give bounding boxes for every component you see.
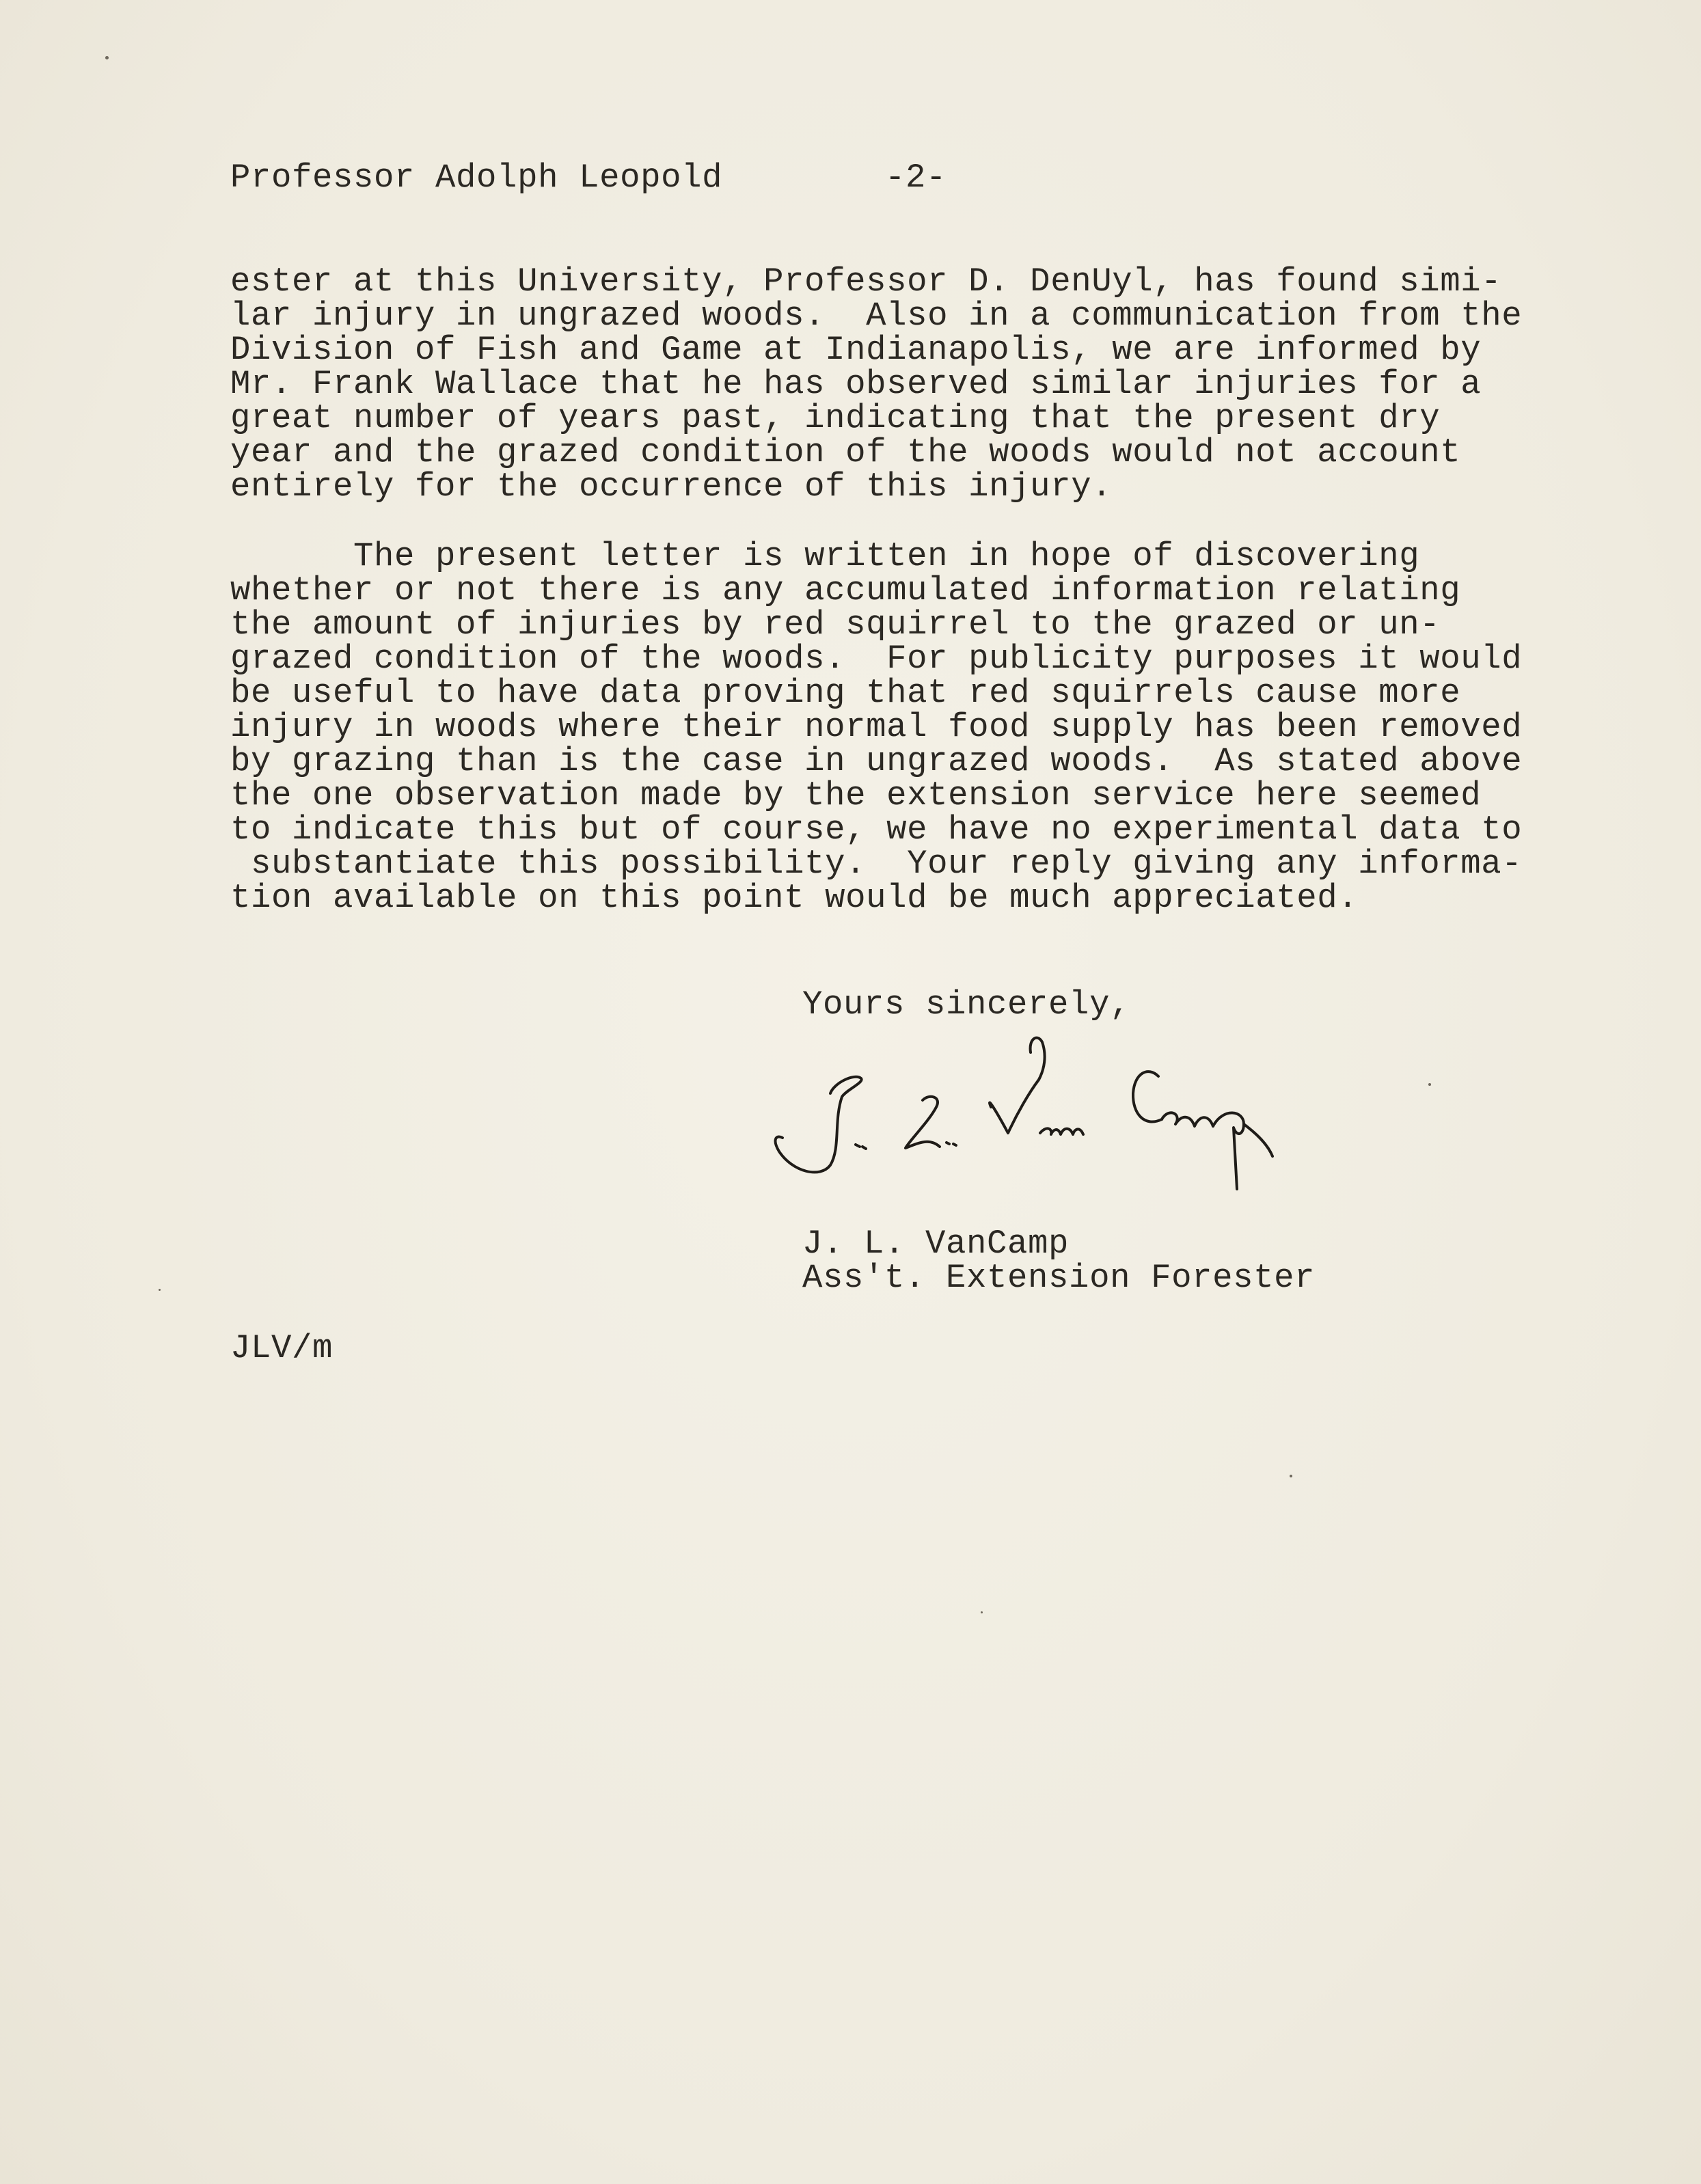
text-line: The present letter is written in hope of discovering — [230, 537, 1420, 575]
paper-speck — [981, 1611, 983, 1613]
text-line: tion available on this point would be much appreciated. — [230, 879, 1359, 917]
text-line: by grazing than is the case in ungrazed woods. As stated above — [230, 742, 1523, 780]
paper-speck — [159, 1289, 161, 1291]
text-line: great number of years past, indicating that the present dry — [230, 399, 1441, 437]
text-line: grazed condition of the woods. For publicity purposes it would — [230, 640, 1523, 678]
text-line: Division of Fish and Game at Indianapolis, we are informed by — [230, 331, 1482, 369]
handwritten-signature — [765, 998, 1312, 1203]
signer-name: J. L. VanCamp — [802, 1225, 1070, 1263]
text-line: ester at this University, Professor D. DenUyl, has found simi- — [230, 262, 1502, 301]
text-line: substantiate this possibility. Your reply giving any informa- — [230, 845, 1523, 883]
text-line: injury in woods where their normal food supply has been removed — [230, 708, 1523, 746]
text-line: to indicate this but of course, we have no experimental data to — [230, 810, 1523, 849]
text-line: entirely for the occurrence of this injury. — [230, 467, 1113, 506]
paper-speck — [105, 56, 109, 59]
signer-title: Ass't. Extension Forester — [802, 1259, 1316, 1297]
body-paragraph-2 — [230, 539, 1522, 915]
text-line: the one observation made by the extension service here seemed — [230, 776, 1482, 815]
recipient-header: Professor Adolph Leopold — [230, 159, 723, 197]
text-line: year and the grazed condition of the woods would not account — [230, 433, 1461, 472]
text-line: be useful to have data proving that red squirrels cause more — [230, 674, 1461, 712]
body-paragraph-1 — [230, 264, 1522, 504]
text-line: lar injury in ungrazed woods. Also in a communication from the — [230, 297, 1523, 335]
paper-speck — [1290, 1475, 1292, 1477]
paper-speck — [1428, 1083, 1431, 1086]
closing-salutation: Yours sincerely, — [802, 985, 1131, 1024]
text-line: whether or not there is any accumulated information relating — [230, 571, 1461, 610]
reference-initials: JLV/m — [230, 1329, 334, 1367]
text-line: Mr. Frank Wallace that he has observed similar injuries for a — [230, 365, 1482, 403]
page-number: -2- — [885, 159, 947, 197]
text-line: the amount of injuries by red squirrel to the grazed or un- — [230, 605, 1441, 644]
